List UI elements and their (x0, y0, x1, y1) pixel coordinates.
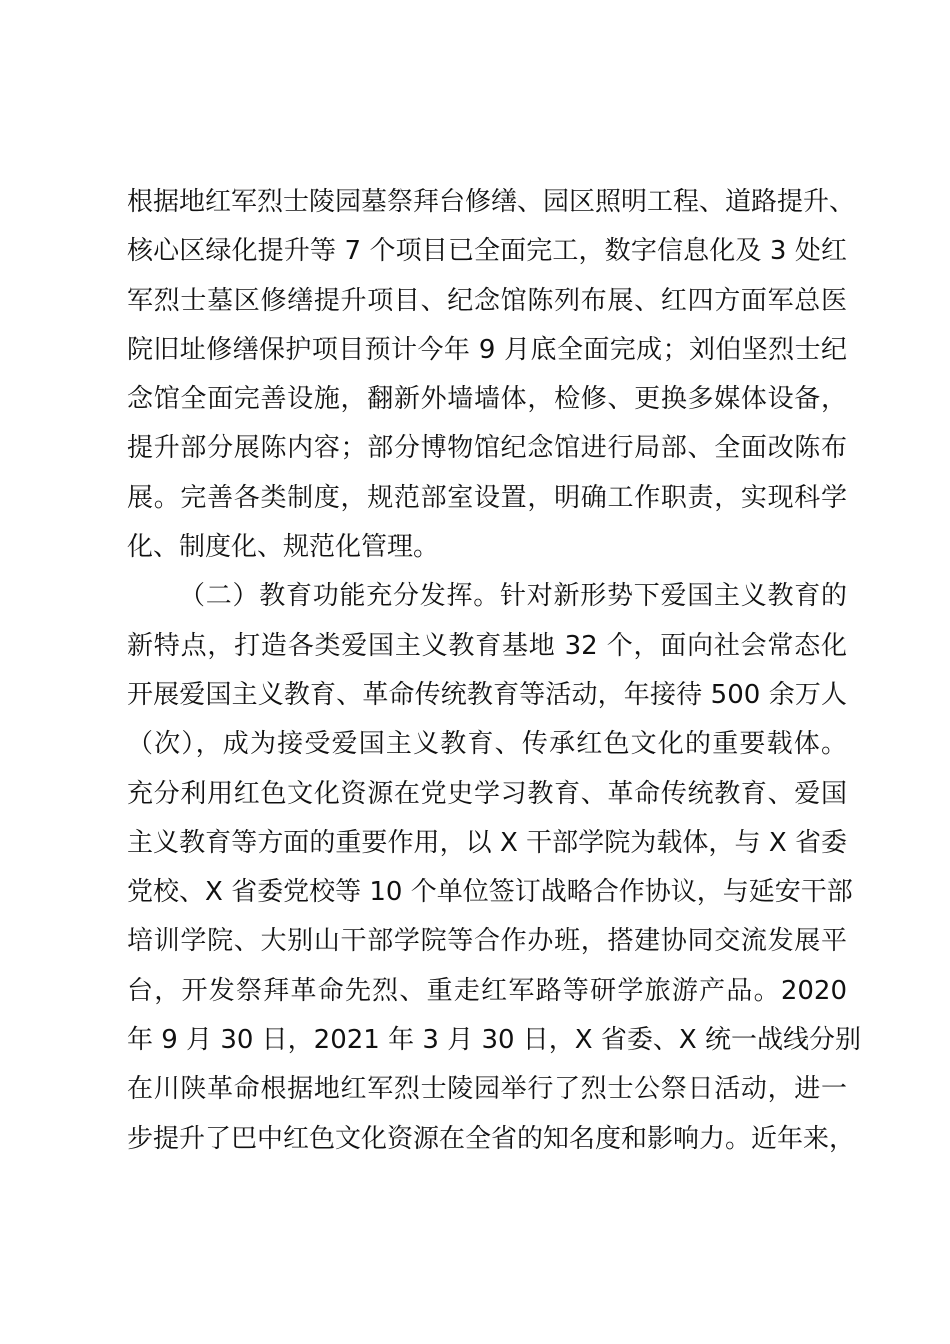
text-line: 展。完善各类制度，规范部室设置，明确工作职责，实现科学 (127, 482, 847, 513)
text-line: 核心区绿化提升等 7 个项目已全面完工，数字信息化及 3 处红 (127, 236, 847, 267)
text-line: 年 9 月 30 日，2021 年 3 月 30 日，X 省委、X 统一战线分别 (127, 1025, 861, 1056)
paragraph-1 (127, 178, 856, 572)
body-text (127, 178, 861, 1164)
text-line: 提升部分展陈内容；部分博物馆纪念馆进行局部、全面改陈布 (127, 433, 847, 464)
text-line: 台，开发祭拜革命先烈、重走红军路等研学旅游产品。2020 (127, 975, 847, 1006)
text-line: 院旧址修缮保护项目预计今年 9 月底全面完成；刘伯坚烈士纪 (127, 334, 847, 365)
text-line-heading: （二）教育功能充分发挥。针对新形势下爱国主义教育的 (179, 581, 847, 612)
text-line: 根据地红军烈士陵园墓祭拜台修缮、园区照明工程、道路提升、 (127, 187, 856, 217)
text-line: 主义教育等方面的重要作用，以 X 干部学院为载体，与 X 省委 (127, 827, 847, 858)
text-line: 党校、X 省委党校等 10 个单位签订战略合作协议，与延安干部 (127, 877, 853, 908)
text-line: 军烈士墓区修缮提升项目、纪念馆陈列布展、红四方面军总医 (127, 285, 847, 316)
text-line: 开展爱国主义教育、革命传统教育等活动，年接待 500 余万人 (127, 679, 847, 710)
text-line: 化、制度化、规范化管理。 (127, 532, 440, 563)
text-line: 在川陕革命根据地红军烈士陵园举行了烈士公祭日活动，进一 (127, 1074, 847, 1105)
text-line: 充分利用红色文化资源在党史学习教育、革命传统教育、爱国 (127, 778, 847, 809)
text-line: 念馆全面完善设施，翻新外墙墙体，检修、更换多媒体设备， (127, 384, 847, 415)
paragraph-2 (127, 572, 861, 1164)
text-line: （次），成为接受爱国主义教育、传承红色文化的重要载体。 (127, 729, 847, 760)
text-line: 新特点，打造各类爱国主义教育基地 32 个，面向社会常态化 (127, 630, 847, 661)
text-line: 培训学院、大别山干部学院等合作办班，搭建协同交流发展平 (127, 926, 847, 957)
text-line: 步提升了巴中红色文化资源在全省的知名度和影响力。近年来， (127, 1123, 856, 1154)
